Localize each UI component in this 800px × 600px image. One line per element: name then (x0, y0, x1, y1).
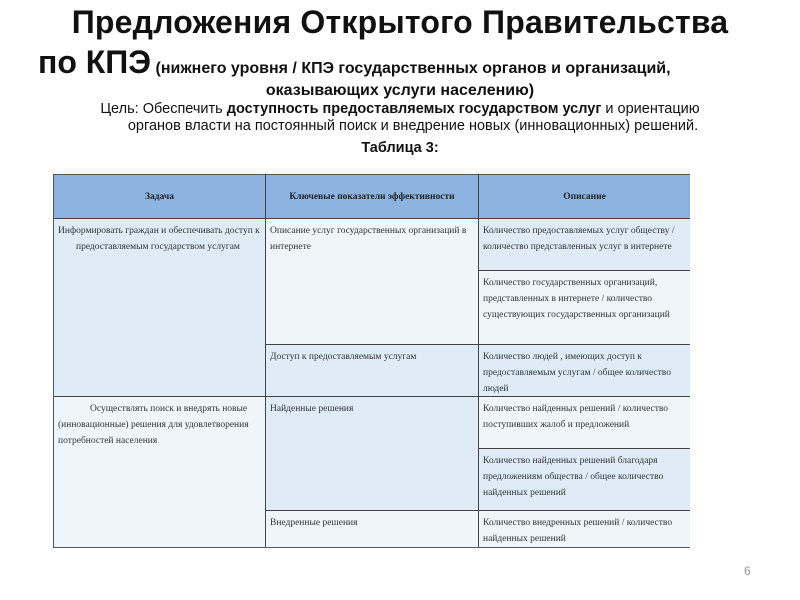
header-task: Задача (54, 175, 266, 219)
goal-line2: органов власти на постоянный поиск и внедрение новых (инновационных) решений. (127, 118, 699, 134)
description-cell: Количество людей , имеющих доступ к предоставляемым услугам / общее количество людей (479, 345, 690, 397)
description-cell: Количество внедренных решений / количество найденных решений (479, 511, 690, 547)
page-number: 6 (744, 564, 751, 578)
task-cell: Осуществлять поиск и внедрять новые (инновационные) решения для удовлетворения потребностей населения (54, 397, 266, 547)
slide-title-line3: оказывающих услуги населению) (265, 82, 535, 99)
description-cell: Количество государственных организаций, представленных в интернете / количество существующих государственных организаций (479, 271, 690, 345)
kpi-table (53, 174, 690, 548)
goal-text (0, 101, 800, 135)
goal-prefix: Цель: Обеспечить (100, 101, 227, 117)
table-caption: Таблица 3: (361, 140, 439, 156)
description-cell: Количество предоставляемых услуг обществу / количество представленных услуг в интернете (479, 219, 690, 271)
header-description: Описание (479, 175, 690, 219)
goal-suffix: и ориентацию (601, 101, 700, 117)
goal-bold: доступность предоставляемых государством услуг (226, 101, 602, 117)
kpi-cell: Внедренные решения (266, 511, 479, 547)
kpi-cell: Описание услуг государственных организаций в интернете (266, 219, 479, 345)
kpi-cell: Найденные решения (266, 397, 479, 511)
kpi-cell: Доступ к предоставляемым услугам (266, 345, 479, 397)
description-cell: Количество найденных решений благодаря предложениям общества / общее количество найденных решений (479, 449, 690, 511)
slide-title-main: по КПЭ (38, 44, 152, 80)
slide-title-subtitle: (нижнего уровня / КПЭ государственных органов и организаций, (151, 60, 671, 77)
header-kpi: Ключевые показатели эффективности (266, 175, 479, 219)
description-cell: Количество найденных решений / количество поступивших жалоб и предложений (479, 397, 690, 449)
task-cell: Информировать граждан и обеспечивать доступ к предоставляемым государством услугам (54, 219, 266, 397)
slide-title-line1: Предложения Открытого Правительства (71, 4, 729, 40)
